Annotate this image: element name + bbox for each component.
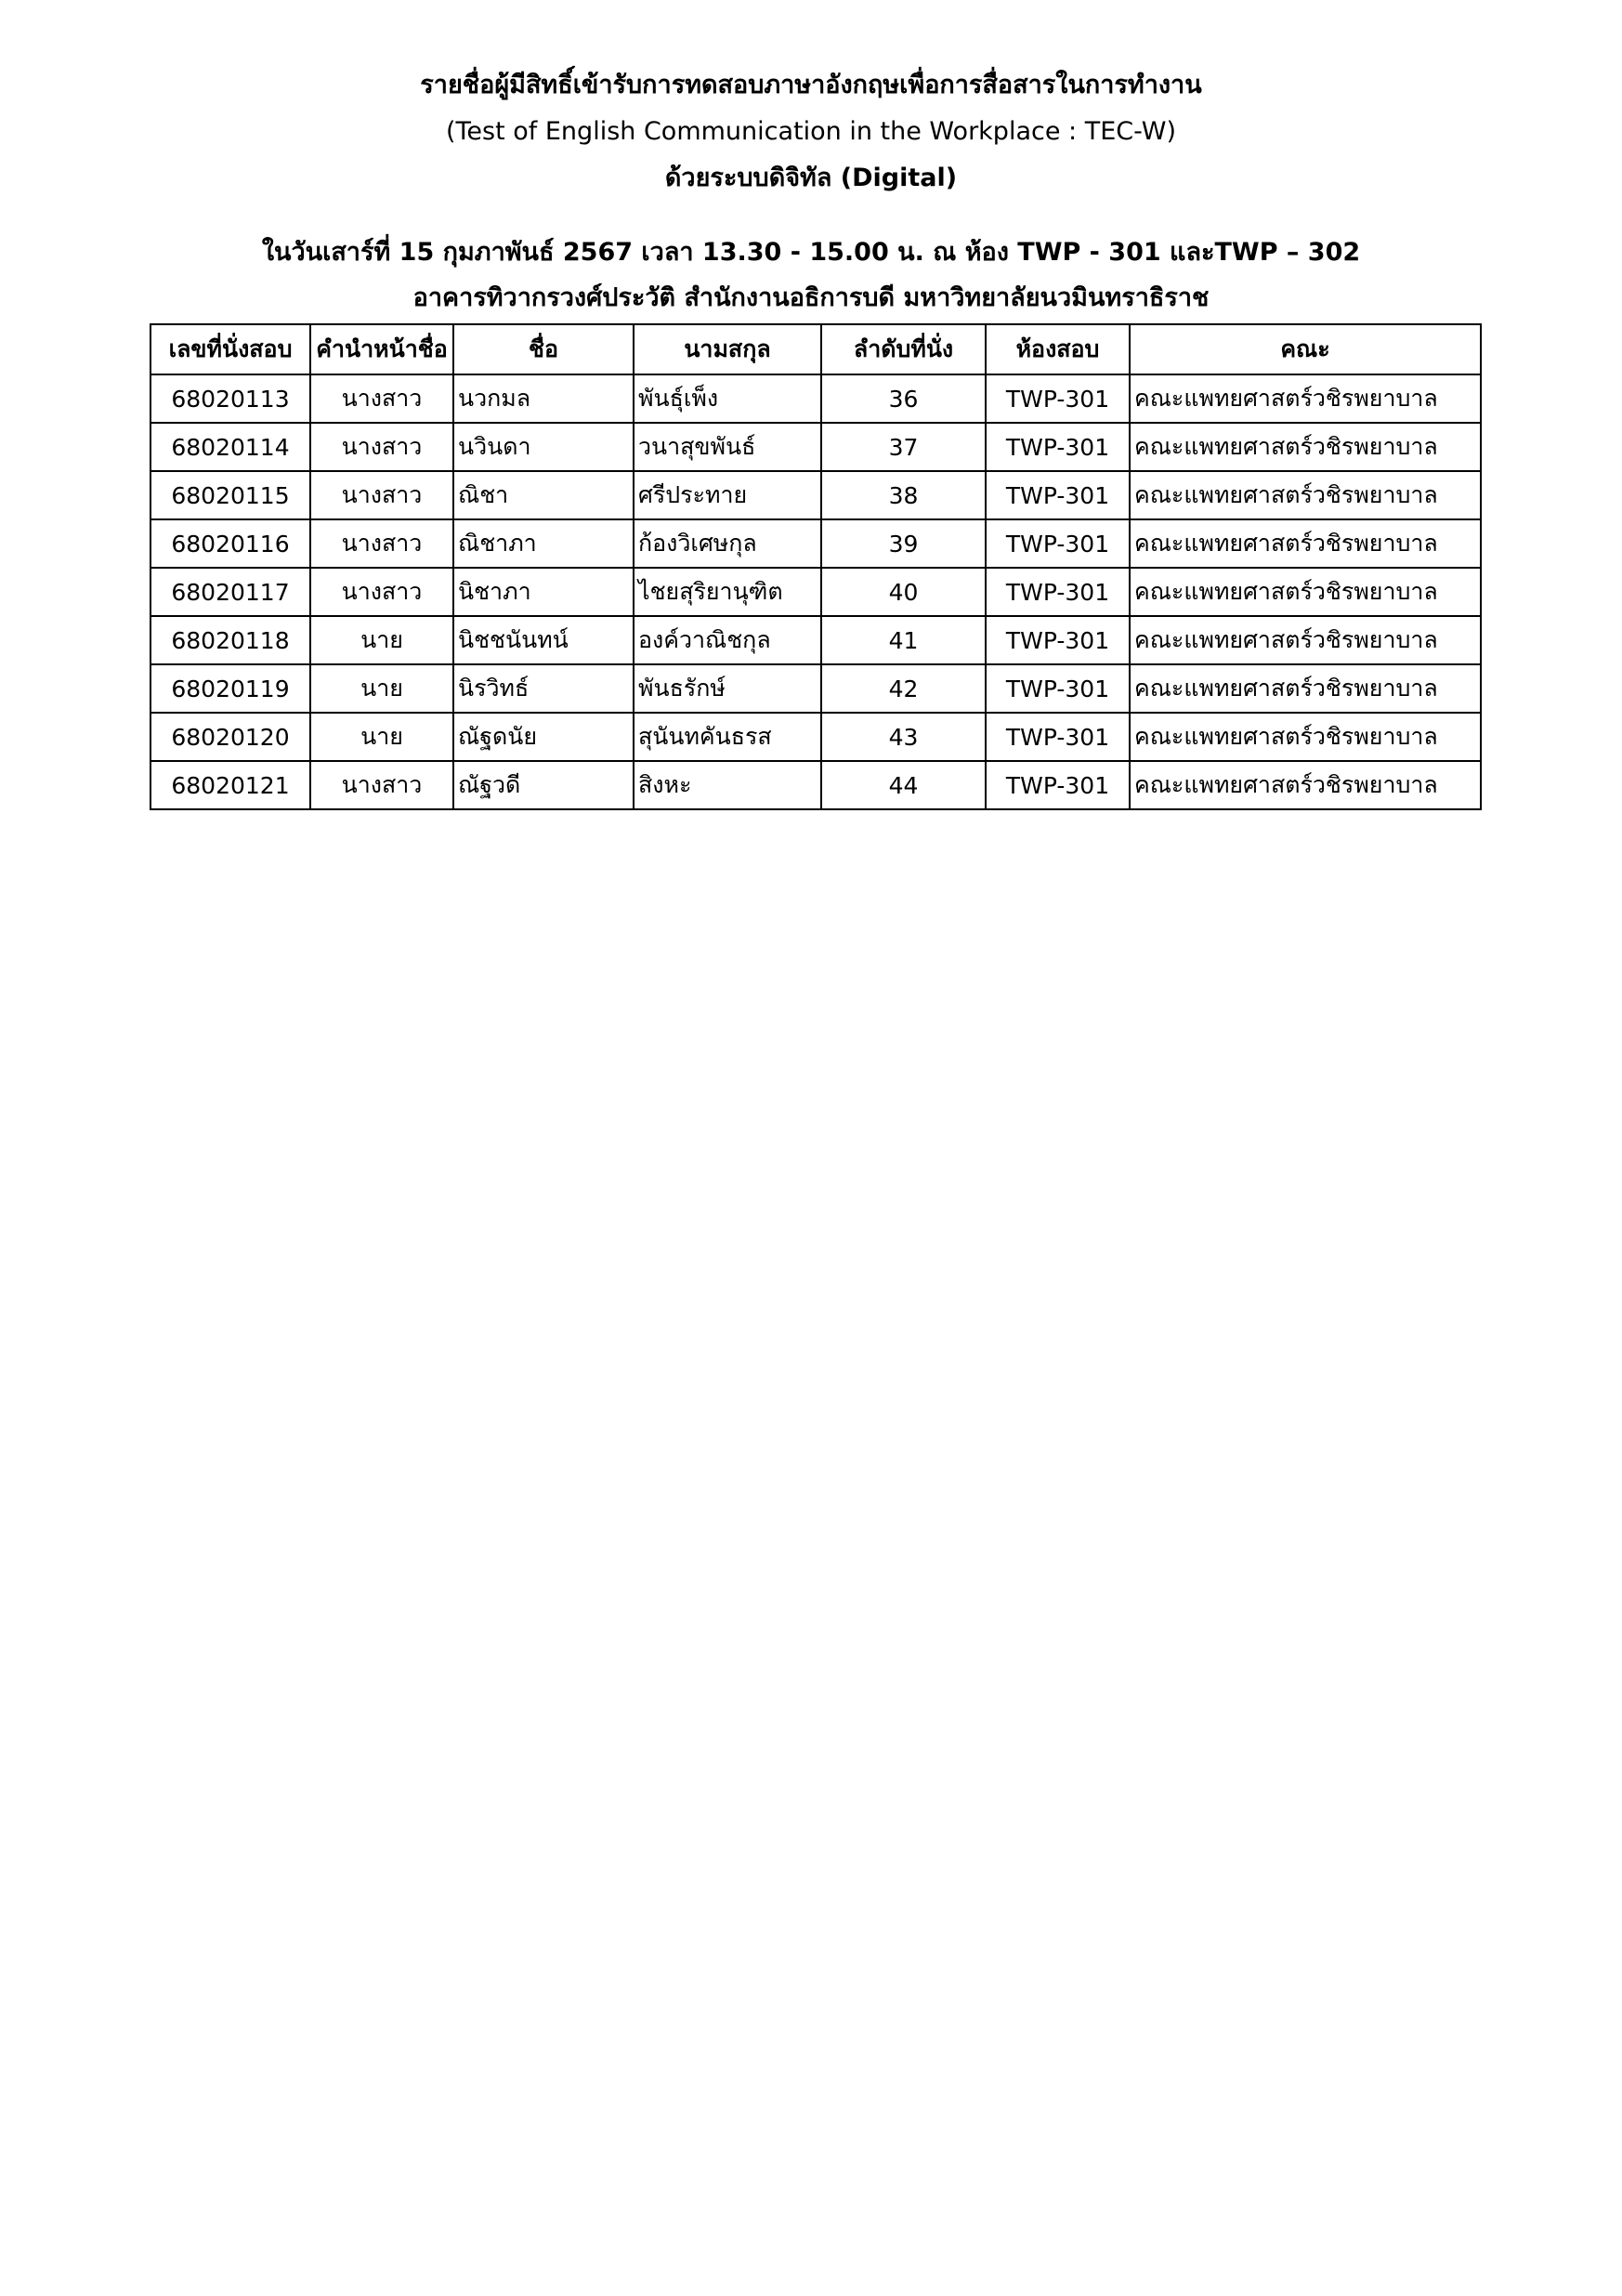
cell-seat-number: 68020118 <box>150 616 310 664</box>
cell-seat-order: 39 <box>821 519 986 568</box>
cell-title: นางสาว <box>310 374 453 423</box>
cell-exam-room: TWP-301 <box>986 519 1130 568</box>
column-header-seat-number: เลขที่นั่งสอบ <box>150 324 310 374</box>
column-header-exam-room: ห้องสอบ <box>986 324 1130 374</box>
cell-first-name: นวกมล <box>453 374 634 423</box>
cell-seat-order: 38 <box>821 471 986 519</box>
cell-exam-room: TWP-301 <box>986 713 1130 761</box>
cell-first-name: ณัฐดนัย <box>453 713 634 761</box>
table-row <box>150 664 1481 713</box>
cell-last-name: ไชยสุริยานุฑิต <box>634 568 821 616</box>
cell-exam-room: TWP-301 <box>986 616 1130 664</box>
cell-title: นางสาว <box>310 423 453 471</box>
cell-title: นางสาว <box>310 568 453 616</box>
cell-first-name: ณิชาภา <box>453 519 634 568</box>
exam-date-time-room: ในวันเสาร์ที่ 15 กุมภาพันธ์ 2567 เวลา 13.30 - 15.00 น. ณ ห้อง TWP - 301 และTWP – 302 <box>261 238 1361 267</box>
cell-title: นาย <box>310 713 453 761</box>
cell-exam-room: TWP-301 <box>986 568 1130 616</box>
document-title: รายชื่อผู้มีสิทธิ์เข้ารับการทดสอบภาษาอังกฤษเพื่อการสื่อสารในการทำงาน <box>420 71 1202 99</box>
cell-faculty: คณะแพทยศาสตร์วชิรพยาบาล <box>1130 374 1481 423</box>
cell-exam-room: TWP-301 <box>986 761 1130 809</box>
cell-seat-number: 68020115 <box>150 471 310 519</box>
cell-title: นางสาว <box>310 471 453 519</box>
cell-title: นางสาว <box>310 519 453 568</box>
cell-seat-number: 68020119 <box>150 664 310 713</box>
cell-seat-order: 43 <box>821 713 986 761</box>
cell-seat-number: 68020120 <box>150 713 310 761</box>
table-row <box>150 761 1481 809</box>
exam-location: อาคารทิวากรวงศ์ประวัติ สำนักงานอธิการบดี มหาวิทยาลัยนวมินทราธิราช <box>412 283 1210 312</box>
cell-faculty: คณะแพทยศาสตร์วชิรพยาบาล <box>1130 713 1481 761</box>
table-header-row <box>150 324 1481 374</box>
cell-last-name: สิงหะ <box>634 761 821 809</box>
document-subtitle-english: (Test of English Communication in the Workplace : TEC-W) <box>445 117 1176 146</box>
cell-last-name: องค์วาณิชกุล <box>634 616 821 664</box>
cell-seat-order: 37 <box>821 423 986 471</box>
cell-title: นาย <box>310 664 453 713</box>
cell-seat-order: 41 <box>821 616 986 664</box>
table-row <box>150 519 1481 568</box>
cell-last-name: พันธรักษ์ <box>634 664 821 713</box>
cell-title: นางสาว <box>310 761 453 809</box>
cell-faculty: คณะแพทยศาสตร์วชิรพยาบาล <box>1130 616 1481 664</box>
cell-first-name: ณัฐวดี <box>453 761 634 809</box>
cell-faculty: คณะแพทยศาสตร์วชิรพยาบาล <box>1130 519 1481 568</box>
cell-last-name: ก้องวิเศษกุล <box>634 519 821 568</box>
cell-seat-number: 68020121 <box>150 761 310 809</box>
cell-exam-room: TWP-301 <box>986 471 1130 519</box>
cell-seat-order: 40 <box>821 568 986 616</box>
cell-seat-number: 68020117 <box>150 568 310 616</box>
cell-exam-room: TWP-301 <box>986 664 1130 713</box>
cell-first-name: นิชาภา <box>453 568 634 616</box>
column-header-last-name: นามสกุล <box>634 324 821 374</box>
table-row <box>150 471 1481 519</box>
cell-last-name: พันธุ์เพ็ง <box>634 374 821 423</box>
cell-seat-order: 44 <box>821 761 986 809</box>
cell-seat-number: 68020114 <box>150 423 310 471</box>
cell-first-name: ณิชา <box>453 471 634 519</box>
table-row <box>150 616 1481 664</box>
cell-first-name: นวินดา <box>453 423 634 471</box>
table-row <box>150 568 1481 616</box>
cell-faculty: คณะแพทยศาสตร์วชิรพยาบาล <box>1130 761 1481 809</box>
table-row <box>150 374 1481 423</box>
cell-faculty: คณะแพทยศาสตร์วชิรพยาบาล <box>1130 471 1481 519</box>
table-row <box>150 713 1481 761</box>
cell-seat-order: 42 <box>821 664 986 713</box>
cell-first-name: นิรวิทธ์ <box>453 664 634 713</box>
cell-faculty: คณะแพทยศาสตร์วชิรพยาบาล <box>1130 568 1481 616</box>
cell-seat-number: 68020116 <box>150 519 310 568</box>
cell-faculty: คณะแพทยศาสตร์วชิรพยาบาล <box>1130 423 1481 471</box>
cell-exam-room: TWP-301 <box>986 423 1130 471</box>
cell-faculty: คณะแพทยศาสตร์วชิรพยาบาล <box>1130 664 1481 713</box>
cell-seat-number: 68020113 <box>150 374 310 423</box>
cell-last-name: ศรีประทาย <box>634 471 821 519</box>
table-row <box>150 423 1481 471</box>
cell-title: นาย <box>310 616 453 664</box>
column-header-seat-order: ลำดับที่นั่ง <box>821 324 986 374</box>
candidate-table <box>150 323 1482 810</box>
cell-last-name: วนาสุขพันธ์ <box>634 423 821 471</box>
cell-seat-order: 36 <box>821 374 986 423</box>
cell-exam-room: TWP-301 <box>986 374 1130 423</box>
column-header-first-name: ชื่อ <box>453 324 634 374</box>
column-header-title: คำนำหน้าชื่อ <box>310 324 453 374</box>
cell-first-name: นิชชนันทน์ <box>453 616 634 664</box>
document-subtitle-digital: ด้วยระบบดิจิทัล (Digital) <box>664 164 958 192</box>
column-header-faculty: คณะ <box>1130 324 1481 374</box>
cell-last-name: สุนันทคันธรส <box>634 713 821 761</box>
